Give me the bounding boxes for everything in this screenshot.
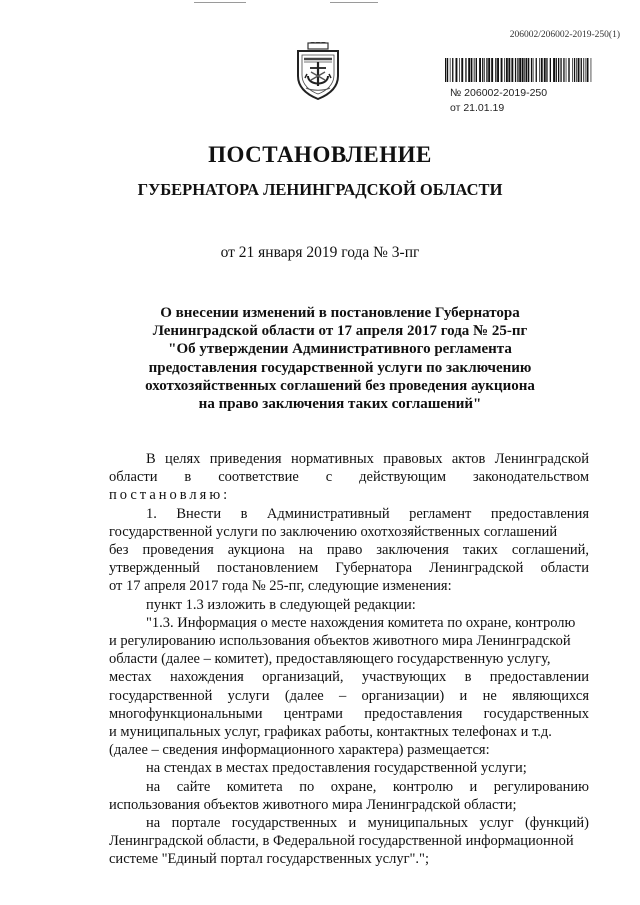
registration-stamp <box>444 58 595 120</box>
body-line: на стендах в местах предоставления государственной услуги; <box>146 760 527 777</box>
document-body <box>109 450 589 869</box>
coat-of-arms-icon <box>294 42 342 100</box>
body-line: постановляю: <box>109 487 231 504</box>
body-line: системе "Единый портал государственных услуг"."; <box>109 851 430 868</box>
body-line: местах нахождения организаций, участвующих в предоставлении <box>109 669 589 686</box>
body-line: на сайте комитета по охране, контролю и регулированию <box>146 778 589 795</box>
body-line: на портале государственных и муниципальных услуг (функций) <box>146 815 589 832</box>
body-line: государственной услуги (далее – организации) и не являющихся <box>109 687 589 704</box>
body-line: утвержденный постановлением Губернатора Ленинградской области <box>109 560 589 577</box>
title-line: "Об утверждении Административного регламента <box>168 341 512 358</box>
title-line: Ленинградской области от 17 апреля 2017 года № 25-пг <box>152 323 528 340</box>
body-line: и регулированию использования объектов животного мира Ленинградской <box>109 633 571 650</box>
doc-code: 206002/206002-2019-250(1) <box>509 30 620 40</box>
body-line: "1.3. Информация о месте нахождения комитета по охране, контролю <box>146 614 576 631</box>
barcode-icon <box>444 58 595 82</box>
body-line: области (далее – комитет), предоставляющего государственную услугу, <box>109 651 551 668</box>
body-line: области в соответствие с действующим законодательством <box>109 469 589 486</box>
title-line: на право заключения таких соглашений" <box>198 396 482 413</box>
title-line: охотхозяйственных соглашений без проведения аукциона <box>145 377 535 394</box>
document-type: ПОСТАНОВЛЕНИЕ <box>208 142 432 167</box>
body-line: многофункциональными центрами предоставления государственных <box>109 705 589 722</box>
decree-date: от 21 января 2019 года № 3-пг <box>220 244 420 261</box>
body-line: пункт 1.3 изложить в следующей редакции: <box>146 596 416 613</box>
body-line: без проведения аукциона на право заключения таких соглашений, <box>109 542 589 559</box>
scan-edge-line <box>194 2 246 3</box>
body-line: В целях приведения нормативных правовых актов Ленинградской <box>146 451 589 467</box>
registration-number: № 206002-2019-250 <box>450 87 548 99</box>
document-title <box>100 304 580 413</box>
issuer: ГУБЕРНАТОРА ЛЕНИНГРАДСКОЙ ОБЛАСТИ <box>137 180 503 199</box>
body-line: государственной услуги по заключению охотхозяйственных соглашений <box>109 523 558 540</box>
body-line: и муниципальных услуг, графиках работы, контактных телефонах и т.д. <box>109 724 552 741</box>
title-line: предоставления государственной услуги по заключению <box>148 359 532 376</box>
title-line: О внесении изменений в постановление Губернатора <box>160 305 520 321</box>
registration-date: от 21.01.19 <box>450 102 505 114</box>
body-line: использования объектов животного мира Ленинградской области; <box>109 796 517 813</box>
body-line: Ленинградской области, в Федеральной государственной информационной <box>109 833 574 850</box>
body-line: от 17 апреля 2017 года № 25-пг, следующие изменения: <box>109 578 452 595</box>
body-line: (далее – сведения информационного характера) размещается: <box>109 742 490 759</box>
body-line: 1. Внести в Административный регламент предоставления <box>146 505 589 522</box>
scan-edge-line <box>330 2 378 3</box>
